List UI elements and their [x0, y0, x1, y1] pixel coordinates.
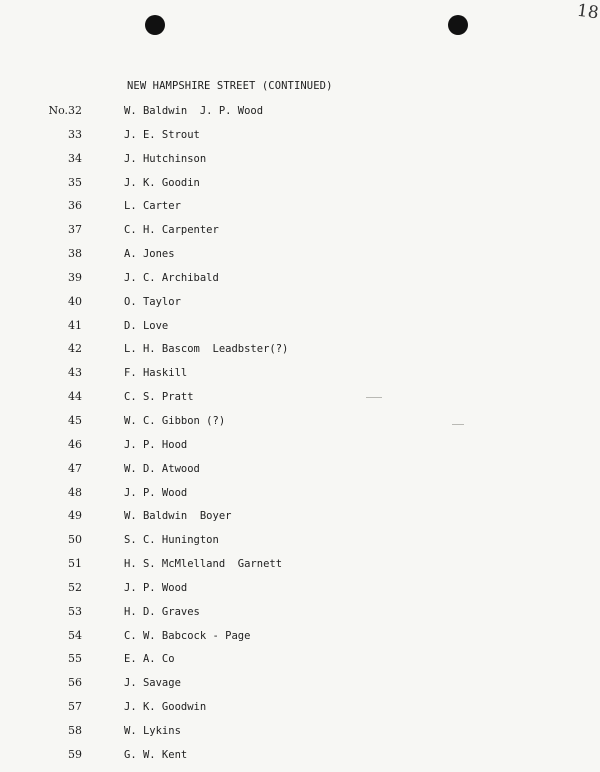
- resident-names: J. P. Hood: [124, 438, 188, 451]
- resident-names: A. Jones: [124, 248, 175, 261]
- house-number: 37: [68, 223, 82, 237]
- house-number: 40: [68, 294, 82, 308]
- list-item: [0, 462, 600, 486]
- resident-names: G. W. Kent: [124, 748, 188, 761]
- list-item: [0, 533, 600, 557]
- house-number: 48: [68, 485, 82, 499]
- house-number: 35: [68, 175, 82, 189]
- list-item: [0, 176, 600, 200]
- list-item: [0, 271, 600, 295]
- house-number: 52: [68, 580, 82, 594]
- resident-names: W. Lykins: [124, 724, 181, 737]
- house-number: 56: [68, 676, 82, 690]
- list-item: [0, 342, 600, 366]
- house-number: 51: [68, 557, 82, 571]
- resident-names: W. Baldwin J. P. Wood: [124, 105, 264, 117]
- list-item: [0, 366, 600, 390]
- house-number: 45: [68, 413, 82, 427]
- resident-names: C. W. Babcock - Page: [124, 629, 251, 642]
- list-item: [0, 605, 600, 629]
- house-number: 43: [68, 366, 82, 380]
- list-item: [0, 414, 600, 438]
- address-list: [0, 104, 600, 772]
- resident-names: F. Haskill: [124, 367, 188, 380]
- list-item: [0, 629, 600, 653]
- list-item: [0, 700, 600, 724]
- punch-hole-left: [145, 15, 165, 35]
- resident-names: W. D. Atwood: [124, 462, 200, 475]
- resident-names: L. H. Bascom Leadbster(?): [124, 343, 289, 356]
- house-number: 42: [68, 342, 82, 356]
- list-item: [0, 509, 600, 533]
- resident-names: J. P. Wood: [124, 581, 188, 594]
- resident-names: L. Carter: [124, 200, 181, 213]
- resident-names: J. E. Strout: [124, 128, 200, 141]
- list-item: [0, 581, 600, 605]
- resident-names: E. A. Co: [124, 653, 175, 666]
- house-number: 59: [68, 747, 82, 761]
- house-number: 54: [68, 628, 82, 642]
- list-item: [0, 152, 600, 176]
- house-number: 39: [68, 270, 82, 284]
- house-number: 38: [68, 247, 82, 261]
- list-item: [0, 438, 600, 462]
- house-number: No.32: [48, 104, 82, 117]
- resident-names: C. S. Pratt: [124, 391, 194, 404]
- punch-hole-right: [448, 15, 468, 35]
- house-number: 57: [68, 700, 82, 714]
- resident-names: C. H. Carpenter: [124, 224, 219, 237]
- resident-names: H. D. Graves: [124, 605, 200, 618]
- list-item: [0, 724, 600, 748]
- resident-names: J. Savage: [124, 677, 181, 690]
- list-item: [0, 748, 600, 772]
- list-item: [0, 557, 600, 581]
- house-number: 58: [68, 723, 82, 737]
- list-item: [0, 486, 600, 510]
- list-item: [0, 676, 600, 700]
- paper-mark: [366, 397, 382, 398]
- list-item: [0, 247, 600, 271]
- list-item: [0, 128, 600, 152]
- list-item: [0, 319, 600, 343]
- house-number: 47: [68, 461, 82, 475]
- resident-names: W. C. Gibbon (?): [124, 414, 226, 427]
- list-item: [0, 223, 600, 247]
- house-number: 53: [68, 604, 82, 618]
- page-heading: NEW HAMPSHIRE STREET (CONTINUED): [127, 80, 333, 92]
- resident-names: J. Hutchinson: [124, 152, 207, 165]
- resident-names: O. Taylor: [124, 295, 181, 308]
- resident-names: J. P. Wood: [124, 486, 188, 499]
- page-number: 18: [575, 0, 600, 24]
- house-number: 36: [68, 199, 82, 213]
- house-number: 49: [68, 509, 82, 523]
- house-number: 50: [68, 533, 82, 547]
- resident-names: H. S. McMlelland Garnett: [124, 558, 283, 571]
- paper-mark: [452, 424, 464, 425]
- list-item: [0, 390, 600, 414]
- list-item: [0, 199, 600, 223]
- resident-names: J. C. Archibald: [124, 271, 219, 284]
- resident-names: J. K. Goodwin: [124, 701, 207, 714]
- list-item: [0, 104, 600, 128]
- house-number: 44: [68, 390, 82, 404]
- house-number: 34: [68, 151, 82, 165]
- house-number: 41: [68, 318, 82, 332]
- house-number: 46: [68, 437, 82, 451]
- list-item: [0, 295, 600, 319]
- resident-names: S. C. Hunington: [124, 534, 219, 547]
- resident-names: W. Baldwin Boyer: [124, 510, 232, 523]
- resident-names: J. K. Goodin: [124, 176, 200, 189]
- house-number: 33: [68, 127, 82, 141]
- resident-names: D. Love: [124, 319, 169, 332]
- list-item: [0, 652, 600, 676]
- house-number: 55: [68, 652, 82, 666]
